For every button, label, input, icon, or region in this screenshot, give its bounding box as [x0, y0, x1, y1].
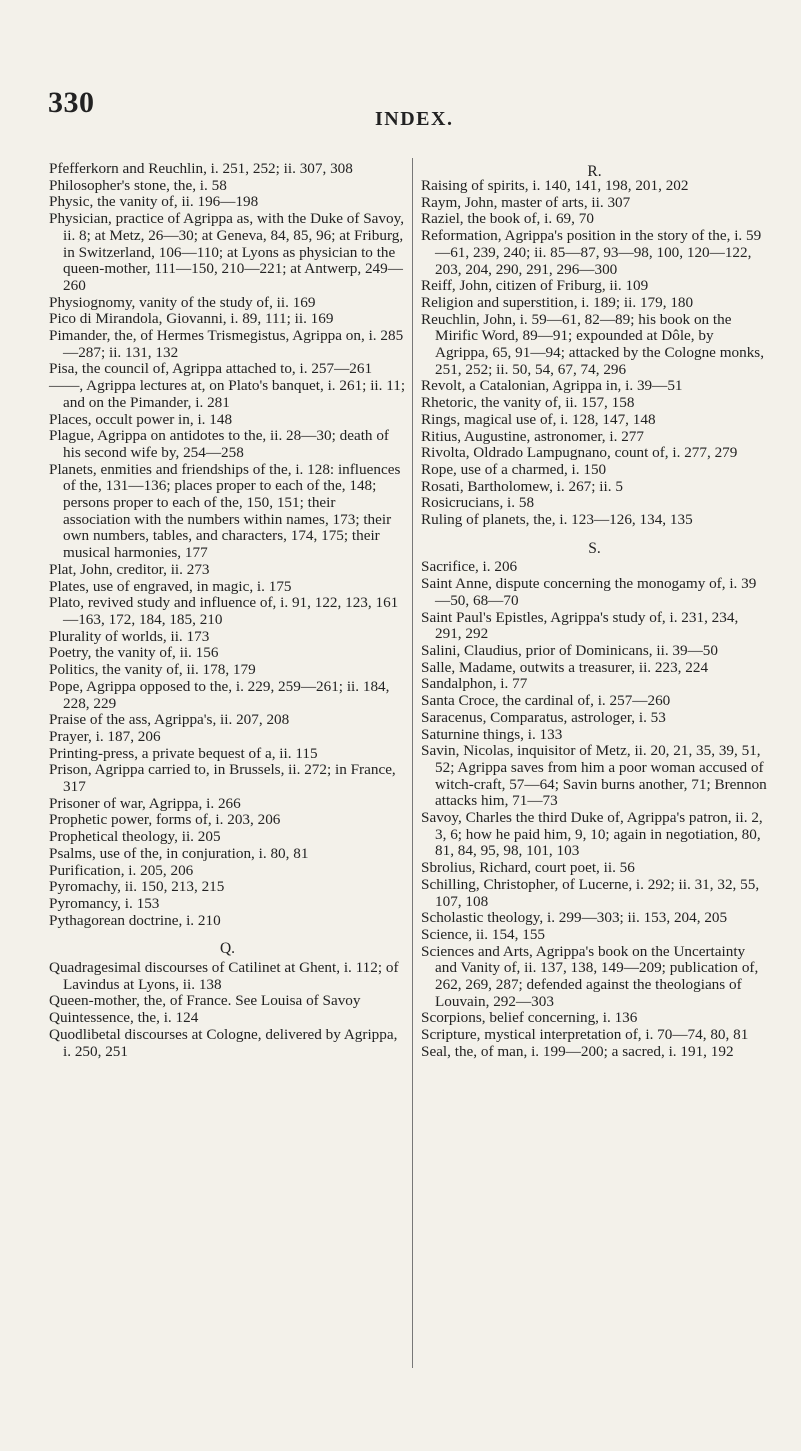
- index-entry: Pope, Agrippa opposed to the, i. 229, 259—261; ii. 184, 228, 229: [49, 677, 390, 712]
- index-entry: Plat, John, creditor, ii. 273: [49, 560, 210, 578]
- index-entry: Revolt, a Catalonian, Agrippa in, i. 39—51: [421, 377, 683, 395]
- index-entry: Saracenus, Comparatus, astrologer, i. 53: [421, 708, 666, 726]
- index-entry: Poetry, the vanity of, ii. 156: [49, 644, 219, 662]
- index-entry: Pyromancy, i. 153: [49, 894, 160, 912]
- index-entry: Raym, John, master of arts, ii. 307: [421, 193, 631, 211]
- p-entries: [49, 161, 406, 929]
- index-entry: Sandalphon, i. 77: [421, 675, 528, 693]
- index-entry: Prison, Agrippa carried to, in Brussels, ii. 272; in France, 317: [49, 761, 396, 796]
- index-entry: Sciences and Arts, Agrippa's book on the Uncertainty and Vanity of, ii. 137, 138, 149—209; publication of, 262, 269, 287; defended against the theologians of Louvain, 292—303: [421, 942, 759, 1010]
- index-entry: Prophetic power, forms of, i. 203, 206: [49, 811, 281, 829]
- index-entry: Scripture, mystical interpretation of, i. 70—74, 80, 81: [421, 1026, 749, 1044]
- index-entry: Plates, use of engraved, in magic, i. 175: [49, 577, 292, 595]
- index-entry: Physic, the vanity of, ii. 196—198: [49, 193, 259, 211]
- index-entry: Reuchlin, John, i. 59—61, 82—89; his book on the Mirific Word, 89—91; expounded at Dôle, by Agrippa, 65, 91—94; attacked by the Cologne monks, 251, 252; ii. 50, 54, 67, 74, 296: [421, 310, 765, 378]
- index-entry: Sacrifice, i. 206: [421, 558, 518, 576]
- index-entry: ——, Agrippa lectures at, on Plato's banquet, i. 261; ii. 11; and on the Pimander, i. 281: [49, 377, 406, 411]
- index-entry: Saturnine things, i. 133: [421, 725, 563, 743]
- index-entry: Plurality of worlds, ii. 173: [49, 627, 210, 645]
- index-entry: Praise of the ass, Agrippa's, ii. 207, 208: [49, 711, 290, 729]
- index-entry: Sbrolius, Richard, court poet, ii. 56: [421, 859, 635, 877]
- index-entry: Ritius, Augustine, astronomer, i. 277: [421, 427, 644, 445]
- index-entry: Physician, practice of Agrippa as, with the Duke of Savoy, ii. 8; at Metz, 26—30; at Geneva, 84, 85, 96; at Friburg, in Switzerland, 106—110; at Lyons as physician to the queen-mother, 111—150, 210—221; at Antwerp, 249—260: [49, 210, 404, 294]
- index-entry: Salle, Madame, outwits a treasurer, ii. 223, 224: [421, 658, 709, 676]
- index-entry: Reformation, Agrippa's position in the story of the, i. 59—61, 239, 240; ii. 85—87, 93—98, 100, 120—122, 203, 204, 290, 291, 296—300: [421, 227, 762, 278]
- index-entry: Santa Croce, the cardinal of, i. 257—260: [421, 692, 671, 710]
- section-letter-s: S.: [588, 539, 601, 557]
- index-entry: Raising of spirits, i. 140, 141, 198, 201, 202: [421, 177, 689, 194]
- index-entry: Rosicrucians, i. 58: [421, 494, 535, 512]
- index-entry: Politics, the vanity of, ii. 178, 179: [49, 661, 256, 679]
- index-entry: Rings, magical use of, i. 128, 147, 148: [421, 410, 656, 428]
- index-entry: Plato, revived study and influence of, i. 91, 122, 123, 161—163, 172, 184, 185, 210: [49, 594, 399, 628]
- index-entry: Rhetoric, the vanity of, ii. 157, 158: [421, 394, 635, 412]
- index-entry: Quodlibetal discourses at Cologne, delivered by Agrippa, i. 250, 251: [49, 1025, 398, 1060]
- index-entry: Pfefferkorn and Reuchlin, i. 251, 252; ii. 307, 308: [49, 160, 353, 177]
- index-entry: Quintessence, the, i. 124: [49, 1009, 199, 1027]
- index-entry: Savin, Nicolas, inquisitor of Metz, ii. 20, 21, 35, 39, 51, 52; Agrippa saves from him a poor woman accused of witch-craft, 57—64; Savin burns another, 71; Brennon attacks him, 71—73: [421, 742, 767, 810]
- section-letter-q: Q.: [219, 940, 236, 958]
- index-entry: Pyromachy, ii. 150, 213, 215: [49, 878, 225, 896]
- left-column: [49, 161, 406, 1060]
- index-entry: Prisoner of war, Agrippa, i. 266: [49, 794, 241, 812]
- right-column: [421, 163, 768, 1061]
- index-entry: Queen-mother, the, of France. See Louisa of Savoy: [49, 992, 361, 1010]
- index-entry: Prophetical theology, ii. 205: [49, 828, 221, 846]
- index-entry: Rosati, Bartholomew, i. 267; ii. 5: [421, 477, 623, 495]
- index-entry: Scorpions, belief concerning, i. 136: [421, 1009, 638, 1027]
- index-entry: Schilling, Christopher, of Lucerne, i. 292; ii. 31, 32, 55, 107, 108: [421, 875, 760, 910]
- index-entry: Raziel, the book of, i. 69, 70: [421, 210, 594, 228]
- index-entry: Reiff, John, citizen of Friburg, ii. 109: [421, 277, 649, 295]
- index-entry: Philosopher's stone, the, i. 58: [49, 176, 227, 194]
- index-entry: Places, occult power in, i. 148: [49, 410, 233, 428]
- index-entry: Rope, use of a charmed, i. 150: [421, 460, 607, 478]
- q-entries: [49, 960, 406, 1060]
- running-head: INDEX.: [375, 108, 454, 130]
- index-entry: Rivolta, Oldrado Lampugnano, count of, i. 277, 279: [421, 444, 738, 462]
- page-number: 330: [48, 86, 95, 119]
- index-entry: Scholastic theology, i. 299—303; ii. 153, 204, 205: [421, 909, 728, 927]
- index-entry: Quadragesimal discourses of Catilinet at Ghent, i. 112; of Lavindus at Lyons, ii. 138: [49, 959, 399, 993]
- index-entry: Seal, the, of man, i. 199—200; a sacred, i. 191, 192: [421, 1042, 734, 1060]
- index-entry: Saint Anne, dispute concerning the monogamy of, i. 39—50, 68—70: [421, 575, 757, 609]
- index-entry: Pimander, the, of Hermes Trismegistus, Agrippa on, i. 285—287; ii. 131, 132: [49, 327, 404, 361]
- index-entry: Plague, Agrippa on antidotes to the, ii. 28—30; death of his second wife by, 254—258: [49, 427, 389, 461]
- index-entry: Physiognomy, vanity of the study of, ii. 169: [49, 293, 316, 311]
- index-entry: Pythagorean doctrine, i. 210: [49, 911, 221, 929]
- index-entry: Ruling of planets, the, i. 123—126, 134, 135: [421, 511, 693, 529]
- s-entries: [421, 559, 768, 1060]
- section-letter-r: R.: [587, 163, 602, 180]
- index-entry: Science, ii. 154, 155: [421, 925, 546, 943]
- index-entry: Pico di Mirandola, Giovanni, i. 89, 111; ii. 169: [49, 310, 334, 328]
- index-entry: Printing-press, a private bequest of a, ii. 115: [49, 744, 318, 762]
- index-entry: Pisa, the council of, Agrippa attached to, i. 257—261: [49, 360, 373, 378]
- index-entry: Saint Paul's Epistles, Agrippa's study of, i. 231, 234, 291, 292: [421, 608, 739, 643]
- index-entry: Psalms, use of the, in conjuration, i. 80, 81: [49, 844, 309, 862]
- index-entry: Purification, i. 205, 206: [49, 861, 194, 879]
- index-entry: Prayer, i. 187, 206: [49, 727, 161, 745]
- index-entry: Salini, Claudius, prior of Dominicans, ii. 39—50: [421, 641, 718, 659]
- column-divider: [412, 158, 413, 1368]
- index-entry: Planets, enmities and friendships of the, i. 128: influences of the, 131—136; places proper to each of the, 148; persons proper to each of the, 150, 151; their association with the numbers within names, 173; their own numbers, tables, and characters, 174, 175; their musical harmonies, 177: [49, 460, 401, 562]
- index-entry: Religion and superstition, i. 189; ii. 179, 180: [421, 293, 694, 311]
- r-entries: [421, 178, 768, 529]
- index-entry: Savoy, Charles the third Duke of, Agrippa's patron, ii. 2, 3, 6; how he paid him, 9, 10; again in negotiation, 80, 81, 84, 95, 98, 101, 103: [421, 809, 763, 860]
